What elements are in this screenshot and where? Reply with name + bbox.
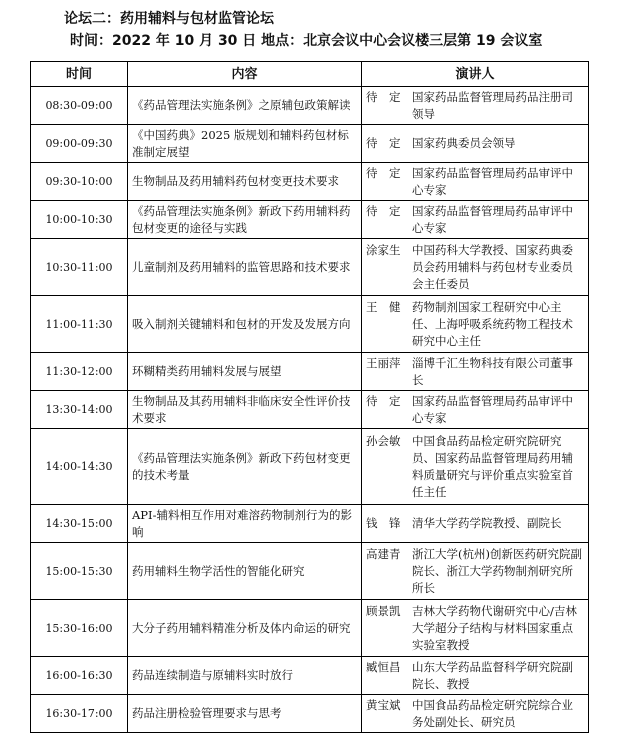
session-speaker-cell (362, 87, 589, 125)
speaker-info (366, 299, 584, 350)
session-topic: 《药品管理法实施条例》之原辅包政策解读 (128, 87, 362, 125)
speaker-name: 高建青 (366, 546, 401, 561)
session-speaker-cell (362, 600, 589, 657)
session-topic: 药品注册检验管理要求与思考 (128, 695, 362, 733)
session-time: 10:30-11:00 (31, 239, 128, 296)
speaker-affiliation: 清华大学药学院教授、副院长 (412, 516, 562, 530)
table-row (31, 429, 589, 505)
speaker-affiliation: 吉林大学药物代谢研究中心/吉林大学超分子结构与材料国家重点实验室教授 (412, 603, 577, 652)
session-speaker-cell (362, 296, 589, 353)
session-speaker-cell (362, 505, 589, 543)
session-topic: API-辅料相互作用对难溶药物制剂行为的影响 (128, 505, 362, 543)
session-time: 11:00-11:30 (31, 296, 128, 353)
speaker-name: 待 定 (366, 136, 401, 150)
schedule-table (30, 61, 589, 733)
table-header-row (31, 62, 589, 87)
speaker-name: 待 定 (366, 203, 401, 218)
session-speaker-cell (362, 543, 589, 600)
session-time: 10:00-10:30 (31, 201, 128, 239)
speaker-affiliation: 中国食品药品检定研究院综合业务处副处长、研究员 (412, 697, 573, 729)
table-row (31, 353, 589, 391)
session-time: 09:00-09:30 (31, 125, 128, 163)
session-time: 09:30-10:00 (31, 163, 128, 201)
table-row (31, 543, 589, 600)
session-time: 16:00-16:30 (31, 657, 128, 695)
session-topic: 大分子药用辅料精准分析及体内命运的研究 (128, 600, 362, 657)
speaker-info (366, 433, 584, 501)
session-speaker-cell (362, 125, 589, 163)
speaker-info (366, 546, 584, 597)
table-row (31, 391, 589, 429)
session-speaker-cell (362, 163, 589, 201)
speaker-info (366, 603, 584, 654)
session-speaker-cell (362, 239, 589, 296)
speaker-info (366, 659, 584, 693)
speaker-affiliation: 浙江大学(杭州)创新医药研究院副院长、浙江大学药物制剂研究所所长 (412, 546, 582, 595)
speaker-affiliation: 国家药典委员会领导 (412, 136, 516, 150)
session-topic: 《药品管理法实施条例》新政下药包材变更的技术考量 (128, 429, 362, 505)
speaker-name: 待 定 (366, 89, 401, 104)
table-row (31, 657, 589, 695)
speaker-info (366, 135, 584, 152)
table-row (31, 505, 589, 543)
speaker-name: 顾景凯 (366, 603, 401, 618)
session-speaker-cell (362, 391, 589, 429)
session-time: 14:00-14:30 (31, 429, 128, 505)
speaker-name: 臧恒昌 (366, 659, 401, 674)
column-header-time: 时间 (31, 62, 128, 87)
speaker-affiliation: 山东大学药品监督科学研究院副院长、教授 (412, 659, 573, 691)
speaker-affiliation: 国家药品监督管理局药品审评中心专家 (412, 393, 573, 425)
session-topic: 吸入制剂关键辅料和包材的开发及发展方向 (128, 296, 362, 353)
speaker-name: 黄宝斌 (366, 697, 401, 712)
speaker-affiliation: 淄博千汇生物科技有限公司董事长 (412, 355, 573, 387)
column-header-content: 内容 (128, 62, 362, 87)
speaker-name: 涂家生 (366, 242, 401, 257)
speaker-info (366, 165, 584, 199)
session-time: 14:30-15:00 (31, 505, 128, 543)
table-row (31, 695, 589, 733)
speaker-affiliation: 中国食品药品检定研究院研究员、国家药品监督管理局药用辅料质量研究与评价重点实验室首任主任 (412, 433, 573, 499)
table-row (31, 600, 589, 657)
session-speaker-cell (362, 657, 589, 695)
session-topic: 儿童制剂及药用辅料的监管思路和技术要求 (128, 239, 362, 296)
session-time: 08:30-09:00 (31, 87, 128, 125)
column-header-speaker: 演讲人 (362, 62, 589, 87)
speaker-name: 王丽萍 (366, 355, 401, 370)
table-row (31, 296, 589, 353)
session-speaker-cell (362, 429, 589, 505)
session-time: 13:30-14:00 (31, 391, 128, 429)
session-speaker-cell (362, 353, 589, 391)
session-topic: 《中国药典》2025 版规划和辅料药包材标准制定展望 (128, 125, 362, 163)
speaker-affiliation: 国家药品监督管理局药品审评中心专家 (412, 203, 573, 235)
table-row (31, 239, 589, 296)
speaker-info (366, 515, 584, 532)
speaker-affiliation: 中国药科大学教授、国家药典委员会药用辅料与药包材专业委员会主任委员 (412, 242, 573, 291)
table-row (31, 163, 589, 201)
session-topic: 《药品管理法实施条例》新政下药用辅料药包材变更的途径与实践 (128, 201, 362, 239)
speaker-affiliation: 药物制剂国家工程研究中心主任、上海呼吸系统药物工程技术研究中心主任 (412, 299, 573, 348)
speaker-name: 孙会敏 (366, 433, 401, 448)
session-speaker-cell (362, 695, 589, 733)
session-topic: 生物制品及药用辅料药包材变更技术要求 (128, 163, 362, 201)
forum-title: 论坛二：药用辅料与包材监管论坛 (64, 11, 274, 27)
session-time: 16:30-17:00 (31, 695, 128, 733)
time-location-line: 时间：2022 年 10 月 30 日 地点：北京会议中心会议楼三层第 19 会议室 (70, 33, 543, 49)
page-header (64, 8, 542, 52)
speaker-info (366, 355, 584, 389)
speaker-name: 待 定 (366, 393, 401, 408)
session-topic: 生物制品及其药用辅料非临床安全性评价技术要求 (128, 391, 362, 429)
speaker-name: 王 健 (366, 299, 401, 314)
speaker-info (366, 203, 584, 237)
speaker-affiliation: 国家药品监督管理局药品注册司领导 (412, 89, 573, 121)
speaker-info (366, 393, 584, 427)
speaker-name: 钱 锋 (366, 516, 401, 530)
table-row (31, 201, 589, 239)
table-row (31, 87, 589, 125)
session-speaker-cell (362, 201, 589, 239)
speaker-info (366, 89, 584, 123)
session-topic: 药品连续制造与原辅料实时放行 (128, 657, 362, 695)
table-row (31, 125, 589, 163)
session-topic: 药用辅料生物学活性的智能化研究 (128, 543, 362, 600)
speaker-info (366, 242, 584, 293)
speaker-info (366, 697, 584, 731)
session-time: 15:00-15:30 (31, 543, 128, 600)
session-time: 11:30-12:00 (31, 353, 128, 391)
speaker-affiliation: 国家药品监督管理局药品审评中心专家 (412, 165, 573, 197)
session-time: 15:30-16:00 (31, 600, 128, 657)
speaker-name: 待 定 (366, 165, 401, 180)
schedule-body (31, 87, 589, 733)
session-topic: 环糊精类药用辅料发展与展望 (128, 353, 362, 391)
